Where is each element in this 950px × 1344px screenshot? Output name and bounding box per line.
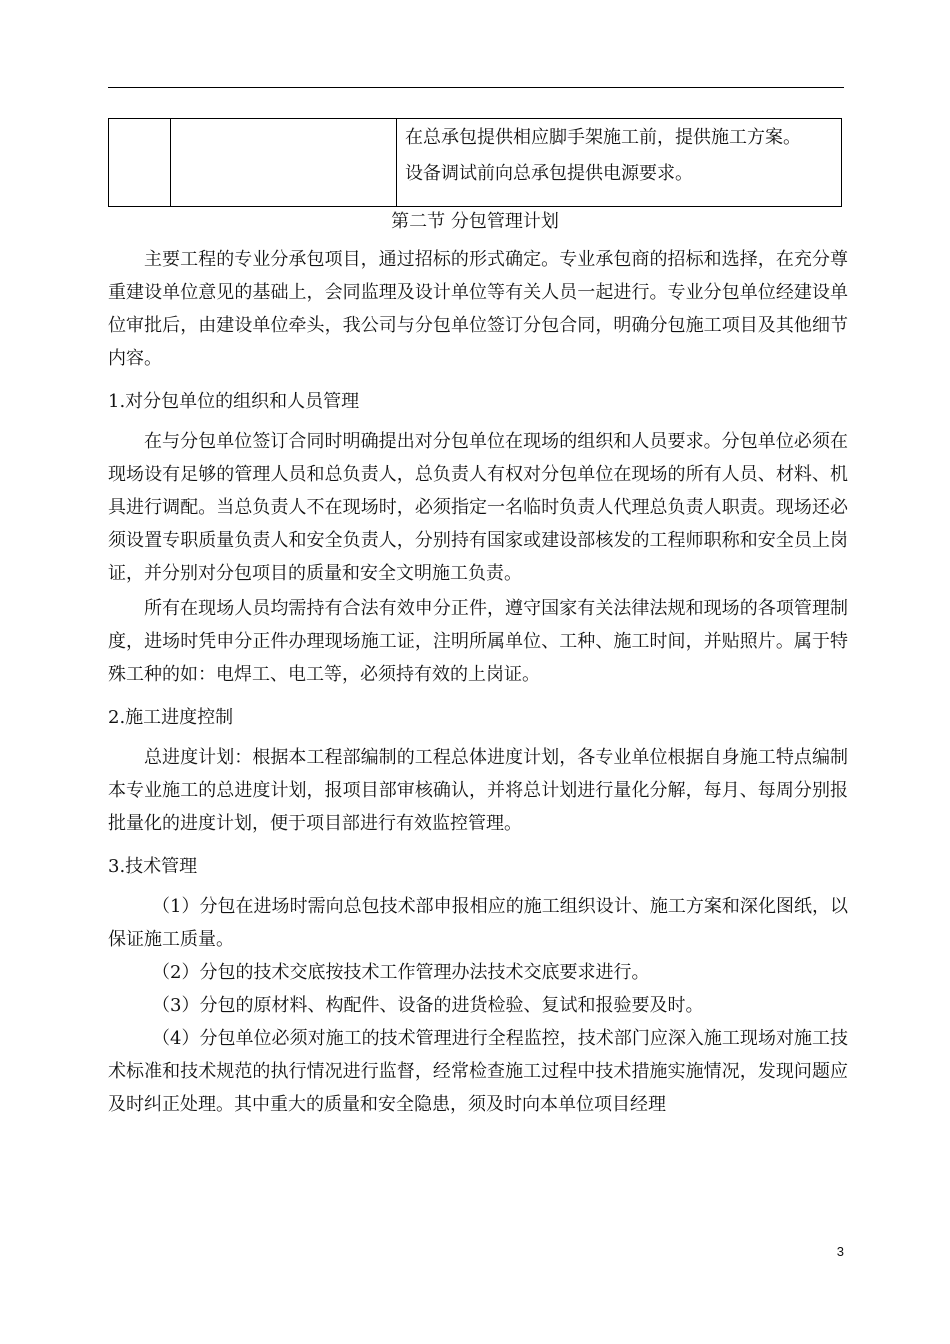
table-cell-line: 设备调试前向总承包提供电源要求。	[405, 163, 693, 184]
section-heading-2: 2.施工进度控制	[108, 707, 234, 728]
section-heading-1: 1.对分包单位的组织和人员管理	[108, 391, 360, 412]
intro-paragraph: 主要工程的专业分承包项目，通过招标的形式确定。专业承包商的招标和选择，在充分尊重建设单位意见的基础上，会同监理及设计单位等有关人员一起进行。专业分包单位经建设单位审批后，由建设单位牵头，我公司与分包单位签订分包合同，明确分包施工项目及其他细节内容。	[108, 249, 848, 369]
table-cell-empty-2	[171, 119, 397, 207]
paragraph: 所有在现场人员均需持有合法有效申分正件，遵守国家有关法律法规和现场的各项管理制度，进场时凭申分正件办理现场施工证，注明所属单位、工种、施工时间，并贴照片。属于特殊工种的如：电焊工、电工等，必须持有效的上岗证。	[108, 598, 848, 685]
list-item: （4）分包单位必须对施工的技术管理进行全程监控，技术部门应深入施工现场对施工技术标准和技术规范的执行情况进行监督，经常检查施工过程中技术措施实施情况，发现问题应及时纠正处理。其中重大的质量和安全隐患，须及时向本单位项目经理	[108, 1028, 848, 1115]
list-item: （1）分包在进场时需向总包技术部申报相应的施工组织设计、施工方案和深化图纸，以保证施工质量。	[108, 896, 848, 950]
section-title: 第二节 分包管理计划	[391, 211, 559, 232]
list-item: （2）分包的技术交底按技术工作管理办法技术交底要求进行。	[152, 962, 650, 983]
table-cell-requirements	[397, 119, 842, 207]
document-body	[108, 243, 848, 1121]
continued-table	[108, 118, 842, 207]
header-rule	[108, 87, 844, 88]
table-cell-empty-1	[109, 119, 171, 207]
table-row	[109, 119, 842, 207]
list-item: （3）分包的原材料、构配件、设备的进货检验、复试和报验要及时。	[152, 995, 704, 1016]
paragraph: 在与分包单位签订合同时明确提出对分包单位在现场的组织和人员要求。分包单位必须在现场设有足够的管理人员和总负责人，总负责人有权对分包单位在现场的所有人员、材料、机具进行调配。当总负责人不在现场时，必须指定一名临时负责人代理总负责人职责。现场还必须设置专职质量负责人和安全负责人，分别持有国家或建设部核发的工程师职称和安全员上岗证，并分别对分包项目的质量和安全文明施工负责。	[108, 431, 848, 584]
table-cell-line: 在总承包提供相应脚手架施工前，提供施工方案。	[405, 127, 801, 148]
paragraph: 总进度计划：根据本工程部编制的工程总体进度计划，各专业单位根据自身施工特点编制本专业施工的总进度计划，报项目部审核确认，并将总计划进行量化分解，每月、每周分别报批量化的进度计划，便于项目部进行有效监控管理。	[108, 747, 848, 834]
page-number: 3	[836, 1244, 844, 1259]
section-heading-3: 3.技术管理	[108, 856, 198, 877]
